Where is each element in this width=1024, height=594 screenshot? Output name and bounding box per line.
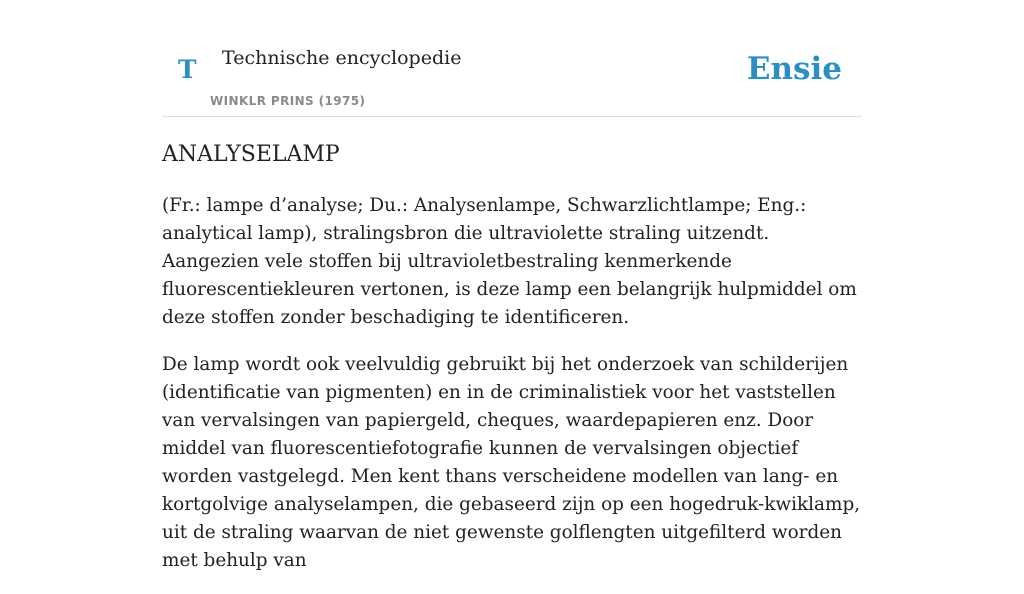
- source-logo-icon[interactable]: T: [178, 55, 197, 84]
- article-page: [162, 0, 862, 571]
- entry-title: ANALYSELAMP: [162, 142, 340, 167]
- ensie-brand-logo[interactable]: Ensie: [746, 51, 842, 87]
- source-subtitle: WINKLR PRINS (1975): [210, 94, 366, 108]
- body-paragraph: De lamp wordt ook veelvuldig gebruikt bij het onderzoek van schilderijen (identificatie van pigmenten) en in de criminalistiek voor het vaststellen van vervalsingen van papiergeld, cheques, waardepapieren enz. Door middel van fluorescentiefotografie kunnen de vervalsingen objectief worden vastgelegd. Men kent thans verscheidene modellen van lang- en kortgolvige analyselampen, die gebaseerd zijn op een hogedruk-kwiklamp, uit de straling waarvan de niet gewenste golflengten uitgefilterd worden met behulp van: [162, 354, 861, 571]
- source-header: [162, 0, 862, 117]
- entry-body: [162, 192, 862, 594]
- body-paragraph: (Fr.: lampe d’analyse; Du.: Analysenlampe, Schwarzlichtlampe; Eng.: analytical lamp), stralingsbron die ultraviolette straling uitzendt. Aangezien vele stoffen bij ultravioletbestraling kenmerkende fluorescentiekleuren vertonen, is deze lamp een belangrijk hulpmiddel om deze stoffen zonder beschadiging te identificeren.: [162, 195, 857, 328]
- source-title-link[interactable]: Technische encyclopedie: [222, 47, 462, 69]
